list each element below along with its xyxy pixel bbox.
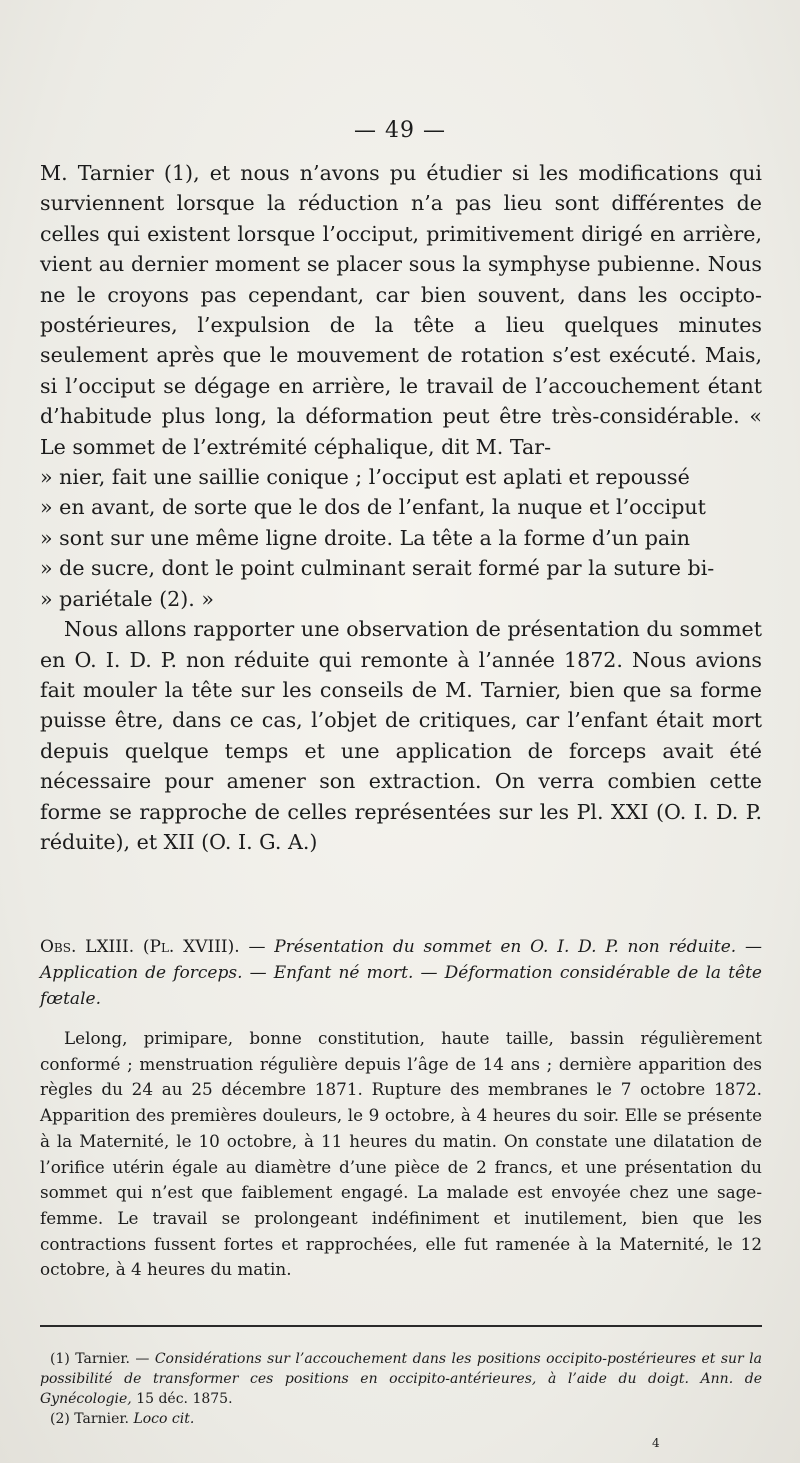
main-text (40, 158, 762, 857)
quote-line: » pariétale (2). » (40, 586, 214, 611)
quote-line: » de sucre, dont le point culminant serait formé par la suture bi- (40, 556, 715, 581)
footnote (40, 1349, 762, 1409)
page-number: — 49 — (354, 118, 446, 143)
footnotes (40, 1349, 762, 1429)
observation-heading (40, 934, 762, 1012)
footnote-number: (1) (50, 1351, 70, 1367)
footnote-text: Loco cit. (133, 1411, 195, 1427)
footnote-number: (2) (50, 1411, 70, 1427)
footnote-divider (40, 1325, 762, 1327)
quote-line: » nier, fait une saillie conique ; l’occiput est aplati et repoussé (40, 465, 690, 490)
footnote-author: Tarnier. (74, 1411, 129, 1427)
signature-mark: 4 (652, 1436, 660, 1450)
paragraph: Lelong, primipare, bonne constitution, haute taille, bassin régulièrement conformé ; menstruation régulière depuis l’âge de 14 ans ; dernière apparition des règles du 24 au 25 décembre 1871. Rupture des membranes le 7 octobre 1872. Apparition des premières douleurs, le 9 octobre, à 4 heures du soir. Elle se présente à la Maternité, le 10 octobre, à 11 heures du matin. On constate une dilatation de l’orifice utérin égale au diamètre d’une pièce de 2 francs, et une présentation du sommet qui n’est que faiblement engagé. La malade est envoyée chez une sage-femme. Le travail se prolongeant indéfiniment et inutilement, bien que les contractions fussent fortes et rapprochées, elle fut ramenée à la Maternité, le 12 octobre, à 4 heures du matin. (40, 1028, 762, 1280)
observation-label: Obs. LXIII. (Pl. XVIII). — (40, 937, 266, 957)
footnote-author: Tarnier. — (75, 1351, 150, 1367)
paragraph: Nous allons rapporter une observation de présentation du sommet en O. I. D. P. non réduite qui remonte à l’année 1872. Nous avions fait mouler la tête sur les conseils de M. Tarnier, bien que sa forme puisse être, dans ce cas, l’objet de critiques, car l’enfant était mort depuis quelque temps et une application de forceps avait été nécessaire pour amener son extraction. On verra combien cette forme se rapproche de celles représentées sur les Pl. XXI (O. I. D. P. réduite), et XII (O. I. G. A.) (40, 617, 762, 854)
footnote (40, 1409, 762, 1429)
quote-line: » en avant, de sorte que le dos de l’enfant, la nuque et l’occiput (40, 495, 706, 520)
footnote-tail: 15 déc. 1875. (136, 1391, 233, 1407)
observation-text (40, 1026, 762, 1283)
observation-title: Présentation du sommet en O. I. D. P. non réduite. — Application de forceps. — Enfant né mort. — Déformation considérable de la tête fœtale. (40, 937, 762, 1009)
paragraph: M. Tarnier (1), et nous n’avons pu étudier si les modifications qui surviennent lorsque la réduction n’a pas lieu sont différentes de celles qui existent lorsque l’occiput, primitivement dirigé en arrière, vient au dernier moment se placer sous la symphyse pubienne. Nous ne le croyons pas cependant, car bien souvent, dans les occipto-postérieures, l’expulsion de la tête a lieu quelques minutes seulement après que le mouvement de rotation s’est exécuté. Mais, si l’occiput se dégage en arrière, le travail de l’accouchement étant d’habitude plus long, la déformation peut être très-considérable. « Le sommet de l’extrémité céphalique, dit M. Tar- (40, 161, 762, 459)
footnote-text: Considérations sur l’accouchement dans les positions occipito-postérieures et sur la possibilité de transformer ces positions en occipito-antérieures, à l’aide du doigt. Ann. de Gynécologie, (40, 1351, 762, 1407)
quote-line: » sont sur une même ligne droite. La tête a la forme d’un pain (40, 525, 691, 550)
